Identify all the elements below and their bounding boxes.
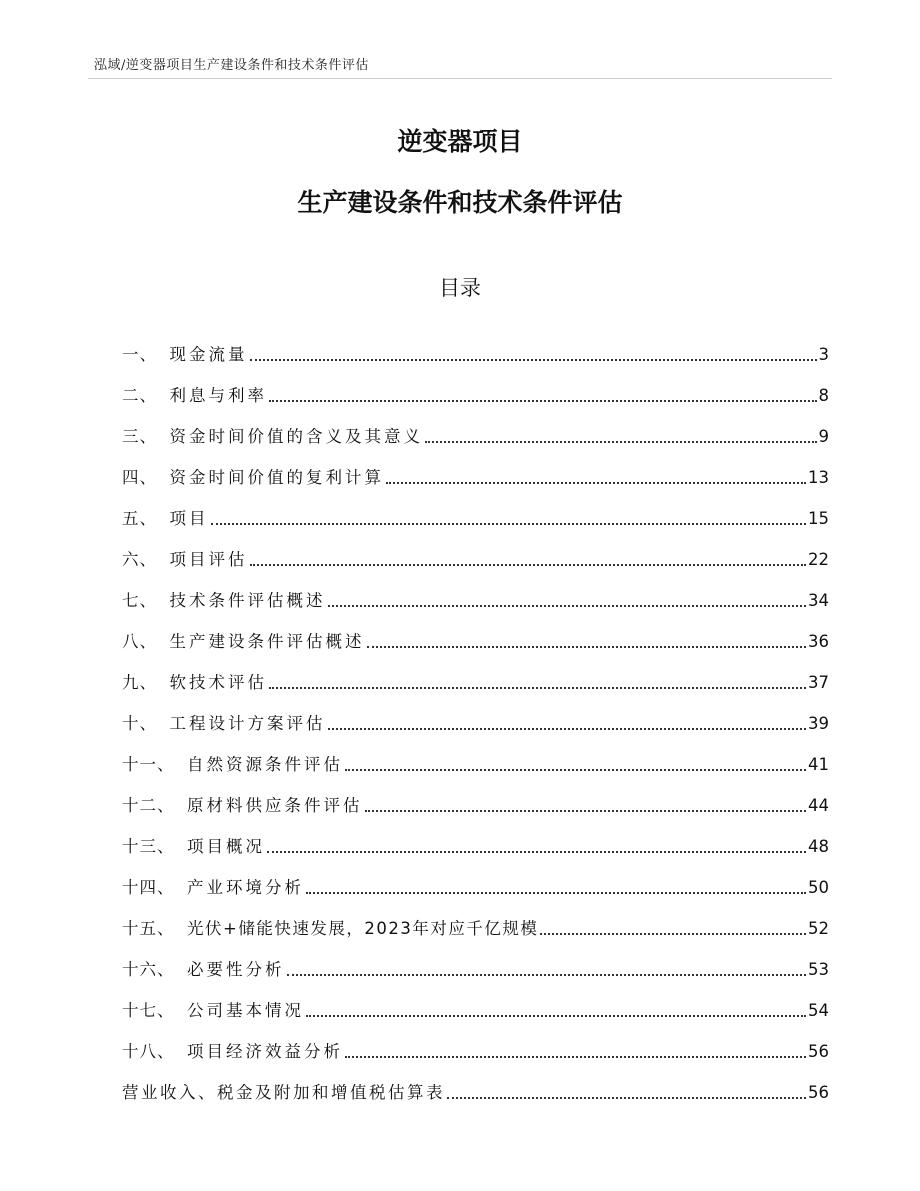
toc-entry[interactable] — [122, 530, 829, 571]
toc-entry-title: 现金流量 — [169, 345, 248, 364]
toc-entry[interactable] — [122, 940, 829, 981]
toc-entry-title: 光伏+储能快速发展，2023年对应千亿规模 — [187, 919, 539, 938]
toc-entry-title: 自然资源条件评估 — [187, 755, 343, 774]
toc-entry-number: 十二、 — [122, 796, 187, 815]
toc-entry[interactable] — [122, 1022, 829, 1063]
toc-entry-page: 3 — [818, 345, 829, 364]
toc-leader-dots — [250, 564, 807, 566]
toc-entry-title: 项目评估 — [169, 550, 248, 569]
toc-entry-number: 一、 — [122, 345, 170, 364]
toc-entry-number: 十三、 — [122, 837, 187, 856]
toc-entry-page: 54 — [808, 1001, 829, 1020]
toc-entry-title: 必要性分析 — [187, 960, 285, 979]
toc-entry[interactable] — [122, 366, 829, 407]
toc-entry[interactable] — [122, 817, 829, 858]
toc-entry[interactable] — [122, 612, 829, 653]
toc-entry-title: 利息与利率 — [169, 386, 267, 405]
toc-entry[interactable] — [122, 407, 829, 448]
toc-entry-number: 十八、 — [122, 1042, 187, 1061]
header-divider — [88, 78, 832, 79]
toc-entry[interactable] — [122, 653, 829, 694]
toc-leader-dots — [345, 1056, 806, 1058]
toc-entry-title: 资金时间价值的含义及其意义 — [169, 427, 423, 446]
toc-entry[interactable] — [122, 448, 829, 489]
toc-entry[interactable] — [122, 1063, 829, 1104]
table-of-contents — [122, 325, 829, 1104]
toc-entry[interactable] — [122, 858, 829, 899]
toc-leader-dots — [269, 687, 806, 689]
toc-leader-dots — [267, 851, 806, 853]
toc-entry[interactable] — [122, 571, 829, 612]
toc-entry-page: 36 — [808, 632, 829, 651]
toc-entry[interactable] — [122, 489, 829, 530]
toc-entry-number: 四、 — [122, 468, 170, 487]
toc-entry-number: 十一、 — [122, 755, 187, 774]
toc-leader-dots — [328, 605, 807, 607]
toc-leader-dots — [287, 974, 807, 976]
toc-entry-page: 50 — [808, 878, 829, 897]
toc-leader-dots — [211, 523, 807, 525]
toc-entry-title: 产业环境分析 — [187, 878, 304, 897]
toc-entry-page: 34 — [808, 591, 829, 610]
toc-entry[interactable] — [122, 735, 829, 776]
toc-entry-number: 十七、 — [122, 1001, 187, 1020]
toc-entry-number: 十、 — [122, 714, 170, 733]
toc-entry-number: 六、 — [122, 550, 170, 569]
toc-entry-number: 五、 — [122, 509, 170, 528]
toc-entry[interactable] — [122, 899, 829, 940]
toc-entry-title: 软技术评估 — [169, 673, 267, 692]
toc-leader-dots — [269, 400, 817, 402]
toc-leader-dots — [540, 933, 806, 935]
toc-leader-dots — [386, 482, 806, 484]
toc-entry-title: 项目 — [169, 509, 209, 528]
toc-entry[interactable] — [122, 981, 829, 1022]
running-header: 泓域/逆变器项目生产建设条件和技术条件评估 — [94, 58, 369, 73]
toc-entry-page: 48 — [808, 837, 829, 856]
toc-leader-dots — [365, 810, 807, 812]
toc-entry-title: 技术条件评估概述 — [169, 591, 326, 610]
toc-leader-dots — [306, 892, 806, 894]
toc-leader-dots — [367, 646, 807, 648]
toc-entry-page: 13 — [808, 468, 829, 487]
document-title-line-1: 逆变器项目 — [397, 127, 523, 156]
toc-entry-number: 十六、 — [122, 960, 187, 979]
toc-entry-page: 22 — [808, 550, 829, 569]
toc-entry-page: 56 — [808, 1083, 829, 1102]
toc-entry-number: 三、 — [122, 427, 170, 446]
toc-entry-page: 52 — [808, 919, 829, 938]
toc-leader-dots — [447, 1097, 806, 1099]
document-title-line-2: 生产建设条件和技术条件评估 — [297, 188, 623, 217]
toc-entry[interactable] — [122, 776, 829, 817]
toc-entry-title: 资金时间价值的复利计算 — [169, 468, 384, 487]
toc-entry-title: 营业收入、税金及附加和增值税估算表 — [122, 1083, 445, 1102]
toc-entry-number: 二、 — [122, 386, 170, 405]
toc-entry-number: 十五、 — [122, 919, 187, 938]
toc-leader-dots — [328, 728, 807, 730]
toc-entry-page: 37 — [808, 673, 829, 692]
toc-entry-page: 44 — [808, 796, 829, 815]
toc-entry-number: 七、 — [122, 591, 170, 610]
toc-heading: 目录 — [439, 276, 481, 300]
toc-entry-title: 生产建设条件评估概述 — [169, 632, 365, 651]
toc-entry-page: 41 — [808, 755, 829, 774]
toc-leader-dots — [425, 441, 817, 443]
toc-entry-number: 九、 — [122, 673, 170, 692]
toc-entry-page: 15 — [808, 509, 829, 528]
toc-entry-title: 公司基本情况 — [187, 1001, 304, 1020]
toc-entry-page: 9 — [818, 427, 829, 446]
toc-leader-dots — [250, 359, 817, 361]
toc-entry-page: 39 — [808, 714, 829, 733]
toc-leader-dots — [306, 1015, 806, 1017]
toc-entry-page: 56 — [808, 1042, 829, 1061]
toc-entry-number: 八、 — [122, 632, 170, 651]
toc-entry-title: 工程设计方案评估 — [169, 714, 326, 733]
toc-entry-number: 十四、 — [122, 878, 187, 897]
toc-entry-page: 53 — [808, 960, 829, 979]
toc-entry-page: 8 — [818, 386, 829, 405]
toc-entry[interactable] — [122, 694, 829, 735]
toc-entry-title: 项目概况 — [187, 837, 265, 856]
toc-entry-title: 原材料供应条件评估 — [187, 796, 363, 815]
toc-leader-dots — [345, 769, 806, 771]
toc-entry[interactable] — [122, 325, 829, 366]
toc-entry-title: 项目经济效益分析 — [187, 1042, 343, 1061]
